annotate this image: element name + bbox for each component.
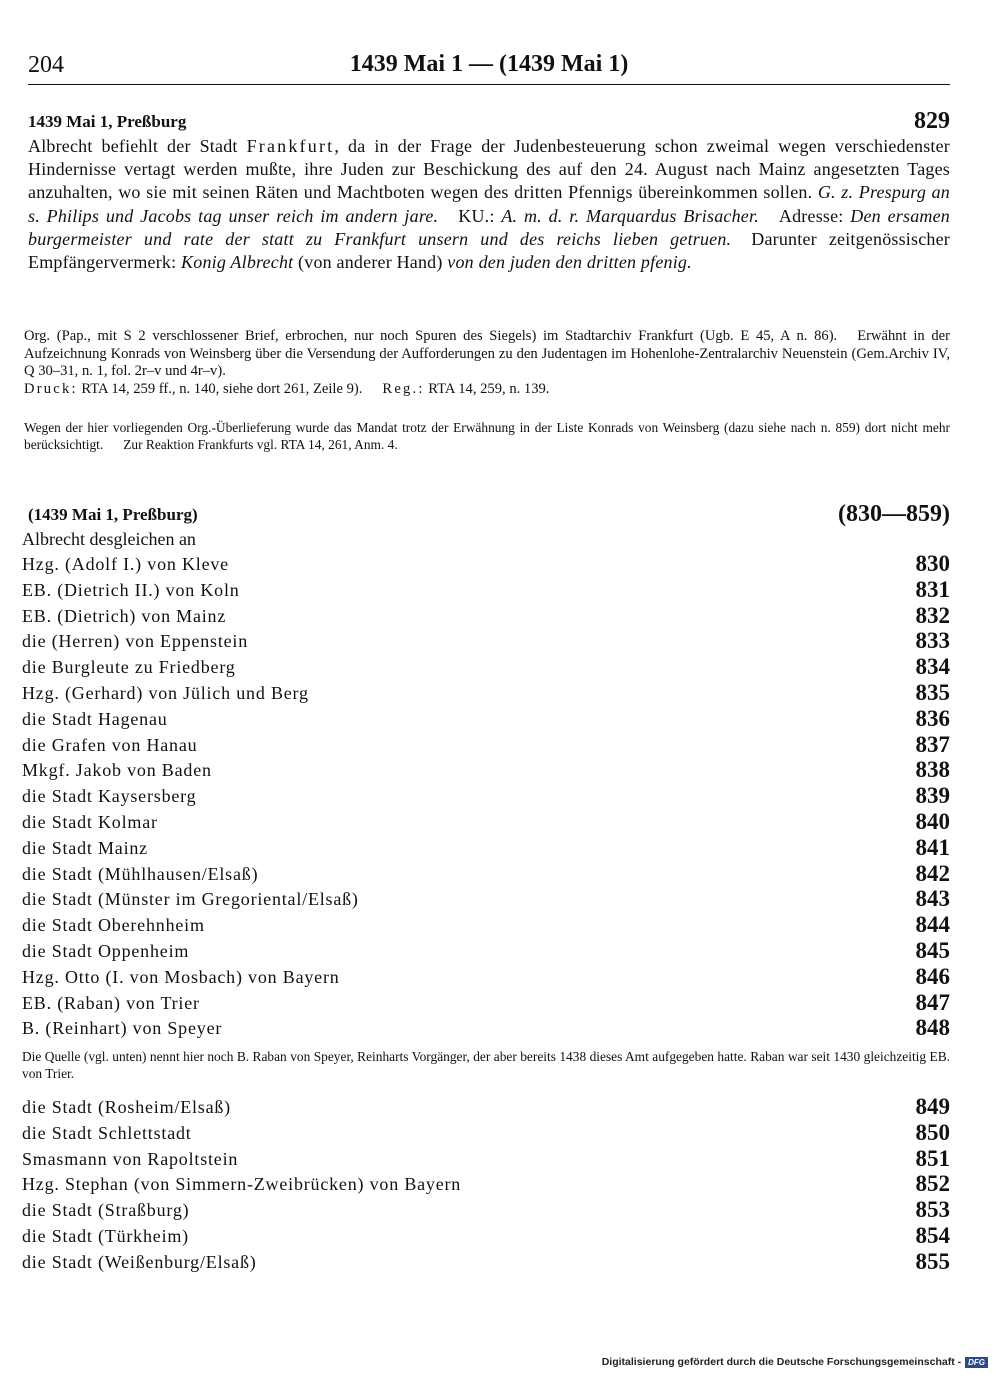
entry-number: 830 (915, 551, 950, 576)
list-item (22, 1095, 950, 1121)
footer (602, 1356, 988, 1368)
entry-number: 838 (915, 757, 950, 783)
entry-829-notes (24, 328, 950, 398)
recipient-name: die Stadt (Münster im Gregoriental/Elsaß) (22, 889, 359, 910)
group-intro: Albrecht desgleichen an (22, 529, 196, 549)
note-reg: RTA 14, 259, n. 139. (424, 380, 550, 397)
recipient-name: die Burgleute zu Friedberg (22, 657, 236, 678)
recipient-name: die (Herren) von Eppenstein (22, 631, 249, 652)
regest-datum: G. z. Prespurg an s. Philips und Jacobs tag unser reich im andern jare. (28, 182, 950, 226)
entry-number: 851 (915, 1145, 950, 1171)
entry-829-regest (28, 135, 950, 274)
recipient-name: die Stadt Kolmar (22, 811, 158, 832)
entry-829-heading (28, 110, 950, 136)
list-item (22, 965, 950, 991)
group-heading (28, 503, 950, 529)
dfg-logo: DFG (965, 1357, 988, 1368)
recipient-name: Hzg. (Adolf I.) von Kleve (22, 554, 229, 574)
list-item (22, 655, 950, 681)
regest-text-1: Albrecht befiehlt der Stadt (28, 136, 247, 156)
running-head (28, 50, 950, 85)
running-title: 1439 Mai 1 — (1439 Mai 1) (349, 51, 629, 77)
recipient-name: Hzg. Stephan (von Simmern-Zweibrücken) von Bayern (22, 1174, 462, 1195)
recipient-list-a (22, 552, 950, 1042)
recipient-name: die Stadt Schlettstadt (22, 1122, 192, 1143)
entry-number: 842 (915, 860, 950, 886)
list-item (22, 887, 950, 913)
list-item (22, 707, 950, 733)
list-item (22, 836, 950, 862)
recipient-name: die Stadt Oppenheim (22, 940, 190, 961)
regest-vermerk: Konig Albrecht (181, 252, 294, 273)
list-item (22, 1172, 950, 1198)
recipient-name: Hzg. (Gerhard) von Jülich und Berg (22, 682, 309, 703)
regest-vermerk-paren: (von anderer Hand) (293, 252, 448, 273)
regest-ku: A. m. d. r. Marquardus Brisacher. (501, 205, 759, 226)
recipient-name: die Stadt Hagenau (22, 708, 168, 729)
entry-number: 833 (915, 628, 950, 654)
list-item (22, 758, 950, 784)
entry-number: 832 (915, 602, 950, 628)
note-org: Org. (Pap., mit S 2 verschlossener Brief, erbrochen, nur noch Spuren des Siegels) im Stadtarchiv Frankfurt (Ugb. E 45, A n. 86). (24, 328, 838, 344)
list-item (22, 1250, 950, 1276)
recipient-name: die Stadt Mainz (22, 837, 148, 858)
entry-number: 839 (915, 783, 950, 809)
list-item (22, 1147, 950, 1173)
entry-number: 837 (915, 731, 950, 757)
list-item (22, 578, 950, 604)
list-item (22, 784, 950, 810)
entry-number: 853 (915, 1197, 950, 1223)
note-erwaehnt: Erwähnt in der Aufzeichnung Konrads von Weinsberg über die Versendung der Aufforderungen zu den Judentagen im Hohenlohe-Zentralarchiv Neuenstein (Gem.Archiv IV, Q 30–31, n. 1, fol. 2r–v und 4r–v). (24, 328, 950, 379)
list-item (22, 1016, 950, 1042)
entry-number: 849 (915, 1094, 950, 1119)
list-item (22, 681, 950, 707)
page-number: 204 (28, 52, 64, 78)
list-item (22, 1198, 950, 1224)
list-item (22, 1121, 950, 1147)
regest-adresse: Den ersamen burgermeister und rate der statt zu Frankfurt unsern und des reichs lieben getruen. (28, 205, 950, 249)
regest-adresse-label: Adresse: (778, 205, 851, 226)
comment-reaktion: Zur Reaktion Frankfurts vgl. RTA 14, 261, Anm. 4. (123, 437, 398, 452)
regest-frankfurt: Frankfurt (246, 136, 335, 156)
entry-number: 843 (915, 886, 950, 912)
list-item (22, 552, 950, 578)
entry-number: 835 (915, 679, 950, 705)
entry-number: 847 (915, 989, 950, 1015)
note-druck-label: Druck: (24, 380, 78, 397)
regest-ku-label: KU.: (458, 205, 502, 226)
footer-text: Digitalisierung gefördert durch die Deutsche Forschungsgemeinschaft - (601, 1356, 962, 1368)
list-item (22, 629, 950, 655)
entry-number: 845 (915, 937, 950, 963)
list-item (22, 810, 950, 836)
list-item (22, 1224, 950, 1250)
list-item (22, 733, 950, 759)
entry-number: 850 (915, 1119, 950, 1145)
entry-number: 840 (915, 808, 950, 834)
entry-829-number: 829 (914, 108, 950, 134)
entry-number: 848 (915, 1015, 950, 1041)
list-note: Die Quelle (vgl. unten) nennt hier noch B. Raban von Speyer, Reinharts Vorgänger, der aber bereits 1438 dieses Amt aufgegeben hatte. Raban war seit 1430 gleichzeitig EB. von Trier. (22, 1049, 950, 1081)
regest-darunter: Darunter zeitgenössischer Empfängervermerk: (28, 228, 950, 273)
list-item (22, 991, 950, 1017)
recipient-name: die Stadt (Türkheim) (22, 1225, 189, 1246)
entry-number: 852 (915, 1171, 950, 1197)
list-item (22, 862, 950, 888)
entry-number: 846 (915, 963, 950, 989)
recipient-list-b (22, 1095, 950, 1276)
entry-829-comment (24, 419, 950, 453)
recipient-name: die Grafen von Hanau (22, 734, 198, 755)
recipient-name: Mkgf. Jakob von Baden (22, 760, 212, 781)
entry-number: 855 (915, 1248, 950, 1274)
recipient-name: EB. (Raban) von Trier (22, 992, 200, 1013)
recipient-name: Smasmann von Rapoltstein (22, 1148, 239, 1169)
regest-vermerk-2: von den juden den dritten pfenig. (447, 252, 692, 273)
entry-number: 854 (915, 1222, 950, 1248)
entry-number: 844 (915, 912, 950, 938)
list-item (22, 939, 950, 965)
entry-number: 841 (915, 834, 950, 860)
recipient-name: die Stadt Kaysersberg (22, 786, 197, 807)
note-druck: RTA 14, 259 ff., n. 140, siehe dort 261, Zeile 9). (77, 380, 363, 397)
entry-829-place: 1439 Mai 1, Preßburg (28, 112, 187, 131)
recipient-name: EB. (Dietrich II.) von Koln (22, 579, 240, 600)
comment-text: Wegen der hier vorliegenden Org.-Überlieferung wurde das Mandat trotz der Erwähnung in der Liste Konrads von Weinsberg (dazu siehe nach n. 859) dort nicht mehr berücksichtigt. (24, 420, 950, 452)
recipient-name: Hzg. Otto (I. von Mosbach) von Bayern (22, 966, 340, 987)
recipient-name: B. (Reinhart) von Speyer (22, 1018, 223, 1039)
recipient-name: die Stadt (Straßburg) (22, 1200, 190, 1221)
entry-number: 831 (915, 576, 950, 602)
recipient-name: die Stadt (Rosheim/Elsaß) (22, 1097, 231, 1117)
list-item (22, 604, 950, 630)
group-place: (1439 Mai 1, Preßburg) (28, 505, 198, 524)
entry-number: 836 (915, 705, 950, 731)
recipient-name: die Stadt (Mühlhausen/Elsaß) (22, 863, 259, 884)
recipient-name: die Stadt (Weißenburg/Elsaß) (22, 1251, 257, 1272)
recipient-name: EB. (Dietrich) von Mainz (22, 605, 227, 626)
entry-number: 834 (915, 654, 950, 680)
note-reg-label: Reg.: (382, 380, 425, 397)
group-range: (830—859) (838, 501, 950, 527)
recipient-name: die Stadt Oberehnheim (22, 915, 205, 936)
regest-text-2: , da in der Frage der Judenbesteuerung schon zweimal wegen verschiedenster Hindernisse vertagt werden mußte, ihre Juden zur Beschickung des auf den 24. August nach Mainz angesetzten Tages anzuhalten, wo sie mit seinen Räten und Machtboten wegen des dritten Pfennigs übereinkommen sollen. (28, 136, 950, 203)
list-item (22, 913, 950, 939)
